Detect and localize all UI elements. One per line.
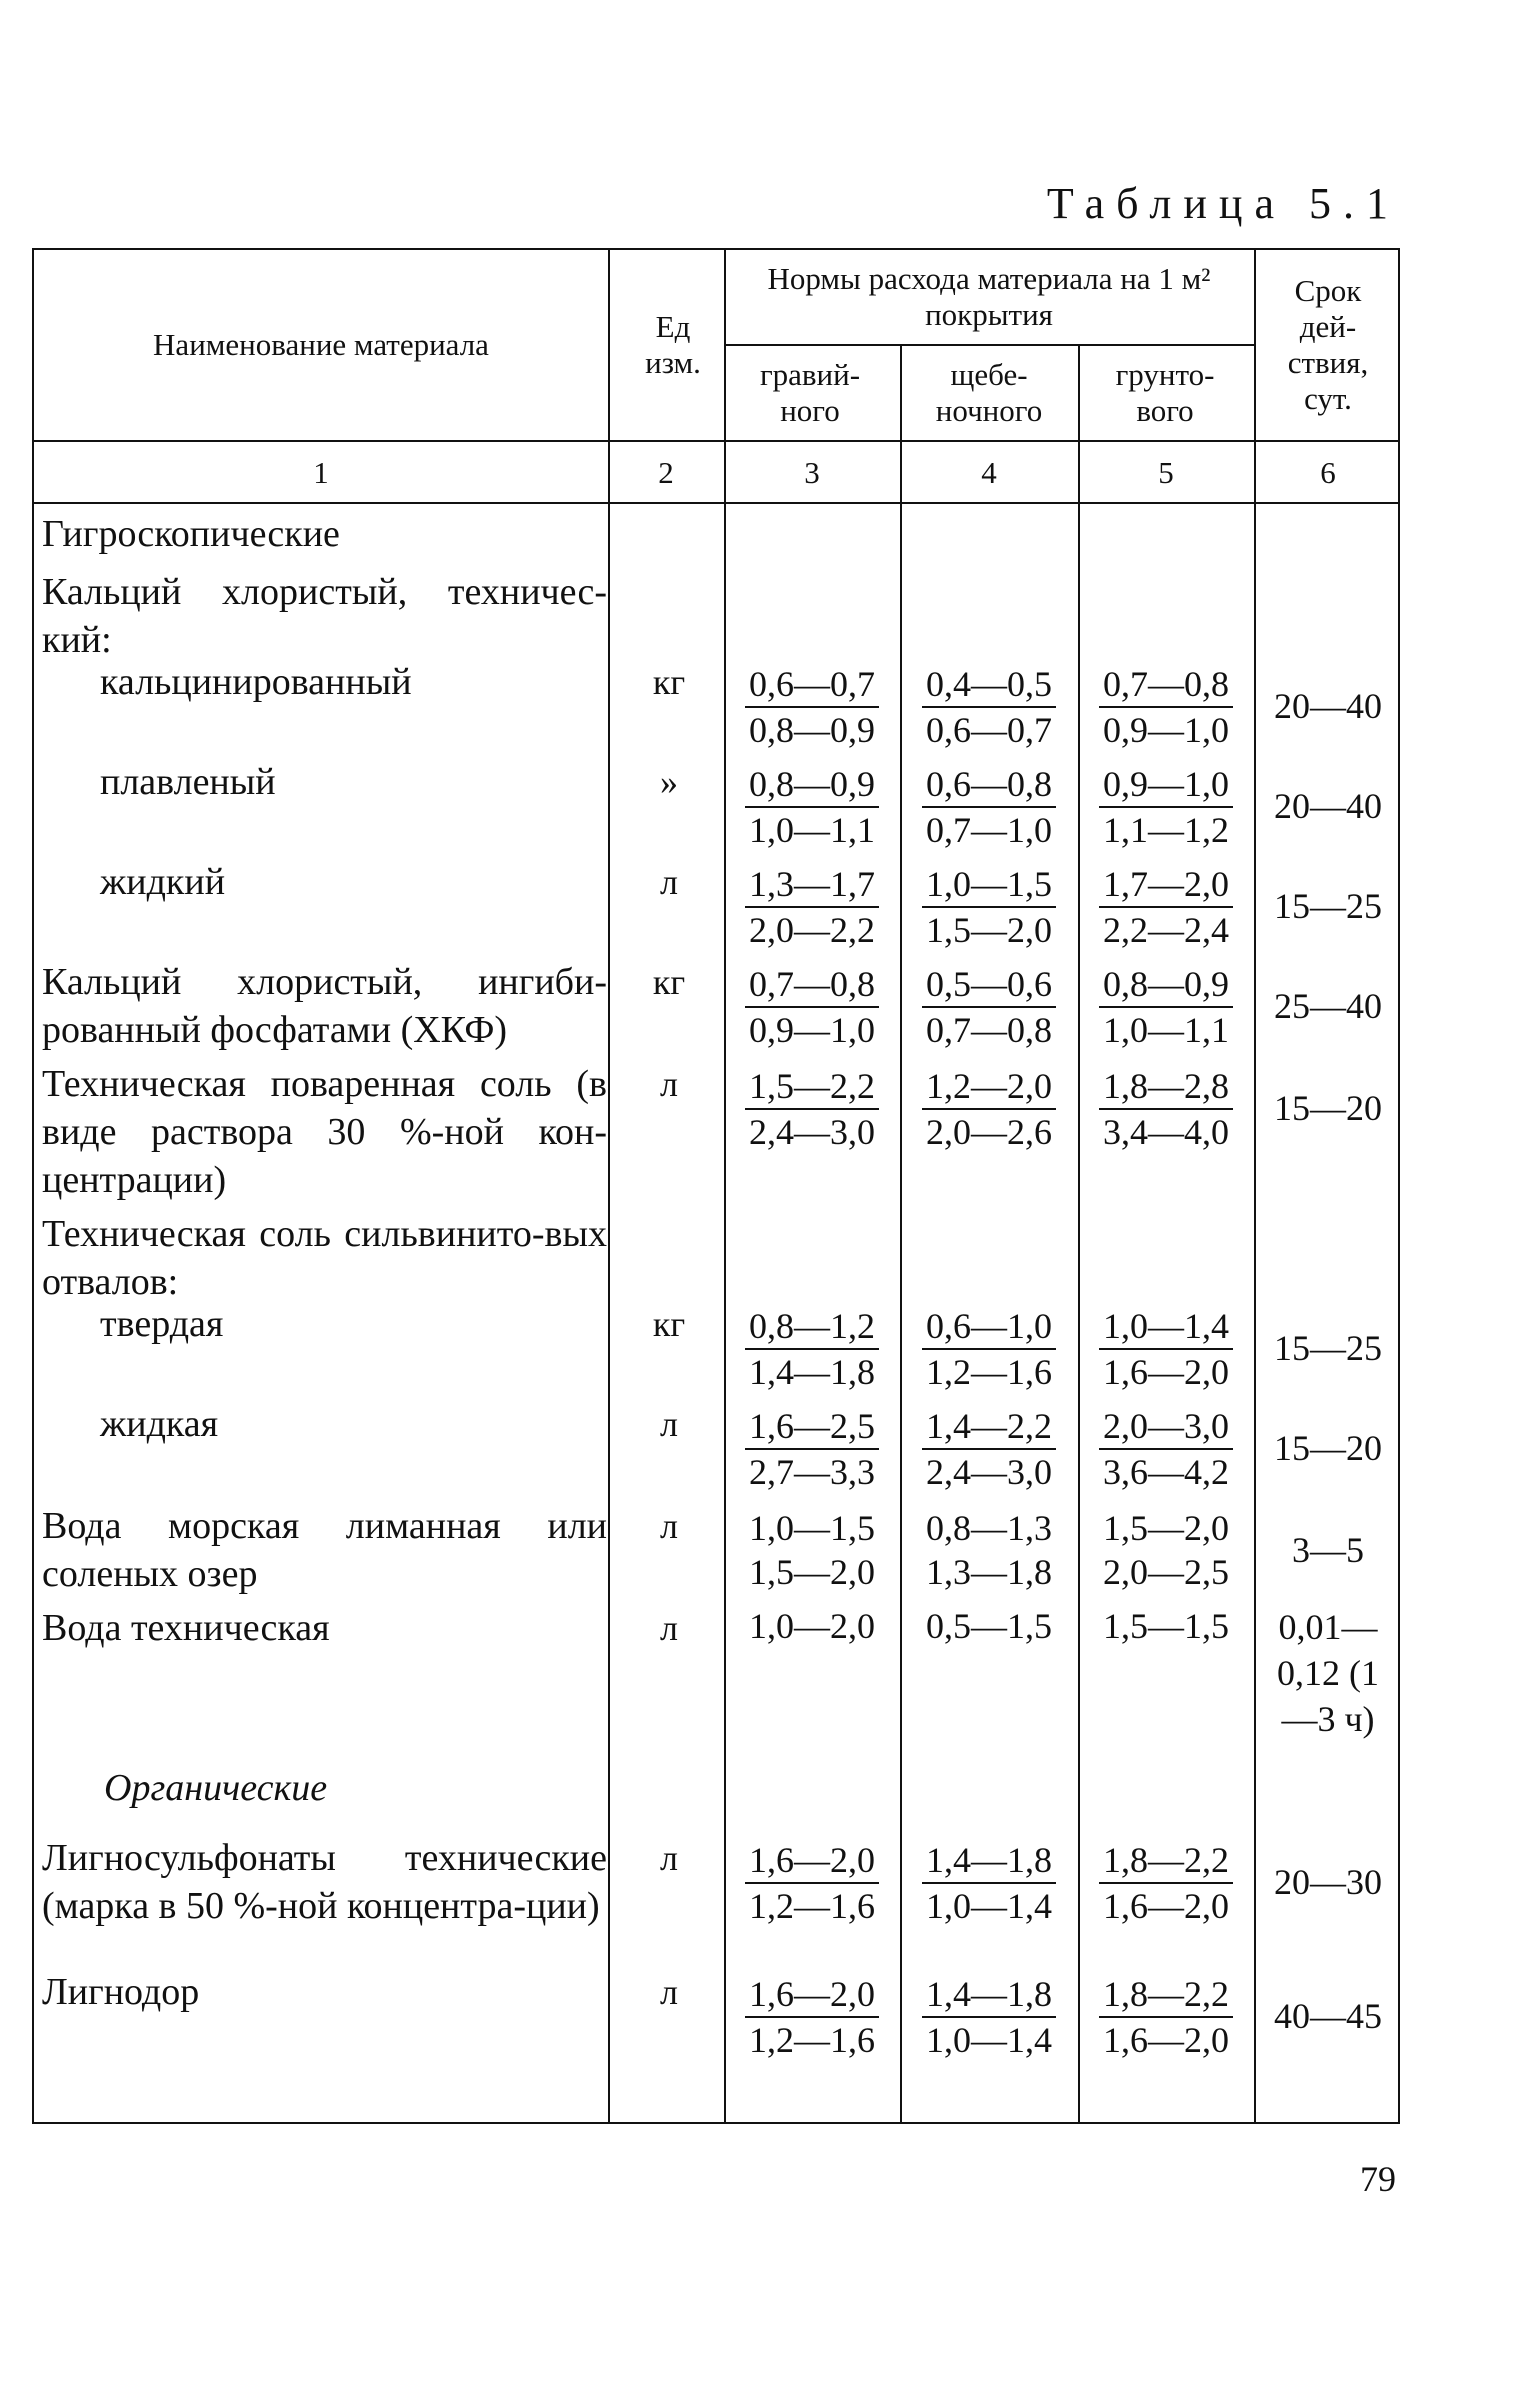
row-unit: » [660, 762, 678, 802]
row-unit: л [660, 1838, 678, 1878]
gravel-value: 1,0—1,5 1,5—2,0 [749, 1508, 875, 1592]
row-term: 25—40 [1274, 986, 1382, 1026]
gravel-value: $\frac{1,6—2,0}{1,2—1,6}$ [727, 1972, 897, 2062]
crushed-value: $\frac{0,6—0,8}{0,7—1,0}$ [904, 762, 1074, 852]
soil-value: $\frac{0,8—0,9}{1,0—1,1}$ [1081, 962, 1251, 1052]
row-unit: л [660, 1404, 678, 1444]
gravel-value: $\frac{1,6—2,0}{1,2—1,6}$ [727, 1838, 897, 1928]
row-unit: л [660, 1506, 678, 1546]
soil-value: $\frac{1,8—2,2}{1,6—2,0}$ [1081, 1972, 1251, 2062]
row-name: твердая [100, 1303, 224, 1345]
gravel-value: $\frac{0,8—1,2}{1,4—1,8}$ [727, 1304, 897, 1394]
row-unit: л [660, 862, 678, 902]
col-divider [724, 250, 726, 2122]
row-term: 15—20 [1274, 1088, 1382, 1128]
row-unit: кг [652, 662, 686, 702]
row-unit: кг [652, 962, 686, 1002]
row-name: Вода техническая [42, 1607, 330, 1649]
header-term: Срок дей-ствия, сут. [1287, 273, 1369, 416]
crushed-value: $\frac{1,4—1,8}{1,0—1,4}$ [904, 1972, 1074, 2062]
group-heading: Гигроскопические [42, 513, 340, 555]
table-title: Таблица 5.1 [1046, 179, 1400, 228]
row-name: Кальций хлористый, техничес-кий: [42, 571, 607, 661]
row-term: 20—40 [1274, 786, 1382, 826]
row-name: Лигносульфонаты технические (марка в 50 %-ной концентра-ции) [42, 1837, 607, 1927]
col-number: 6 [1320, 455, 1336, 490]
row-term: 3—5 [1292, 1530, 1364, 1570]
row-name: плавленый [100, 761, 276, 803]
col-number: 5 [1158, 455, 1174, 490]
header-soil: грунто-вого [1115, 357, 1215, 428]
row-term: 15—20 [1274, 1428, 1382, 1468]
soil-value: $\frac{1,8—2,8}{3,4—4,0}$ [1081, 1064, 1251, 1154]
col-divider [900, 344, 902, 2122]
row-name: Кальций хлористый, ингиби-рованный фосфатами (ХКФ) [42, 961, 607, 1051]
header-gravel: гравий-ного [759, 357, 861, 428]
crushed-value: 0,8—1,3 1,3—1,8 [926, 1508, 1052, 1592]
crushed-value: $\frac{1,4—1,8}{1,0—1,4}$ [904, 1838, 1074, 1928]
soil-value: $\frac{2,0—3,0}{3,6—4,2}$ [1081, 1404, 1251, 1494]
crushed-value: $\frac{0,5—0,6}{0,7—0,8}$ [904, 962, 1074, 1052]
col-number: 4 [981, 455, 997, 490]
group-heading: Органические [104, 1767, 328, 1809]
gravel-value: $\frac{1,3—1,7}{2,0—2,2}$ [727, 862, 897, 952]
soil-value: $\frac{0,7—0,8}{0,9—1,0}$ [1081, 662, 1251, 752]
row-term: 15—25 [1274, 1328, 1382, 1368]
row-name: кальцинированный [100, 661, 412, 703]
col-number: 2 [658, 455, 674, 490]
header-unit: Ед изм. [645, 309, 701, 380]
col-number: 3 [804, 455, 820, 490]
row-term: 15—25 [1274, 886, 1382, 926]
crushed-value: 0,5—1,5 [926, 1606, 1052, 1646]
crushed-value: $\frac{0,6—1,0}{1,2—1,6}$ [904, 1304, 1074, 1394]
row-unit: л [660, 1064, 678, 1104]
crushed-value: $\frac{1,2—2,0}{2,0—2,6}$ [904, 1064, 1074, 1154]
soil-value: 1,5—2,0 2,0—2,5 [1103, 1508, 1229, 1592]
crushed-value: $\frac{1,4—2,2}{2,4—3,0}$ [904, 1404, 1074, 1494]
crushed-value: $\frac{1,0—1,5}{1,5—2,0}$ [904, 862, 1074, 952]
header-norms: Нормы расхода материала на 1 м² покрытия [767, 261, 1211, 332]
col-divider [1078, 344, 1080, 2122]
gravel-value: $\frac{0,8—0,9}{1,0—1,1}$ [727, 762, 897, 852]
soil-value: $\frac{1,0—1,4}{1,6—2,0}$ [1081, 1304, 1251, 1394]
row-term: 20—30 [1274, 1862, 1382, 1902]
row-term: 20—40 [1274, 686, 1382, 726]
soil-value: $\frac{1,8—2,2}{1,6—2,0}$ [1081, 1838, 1251, 1928]
gravel-value: $\frac{0,6—0,7}{0,8—0,9}$ [727, 662, 897, 752]
gravel-value: $\frac{1,5—2,2}{2,4—3,0}$ [727, 1064, 897, 1154]
row-name: жидкая [100, 1403, 219, 1445]
soil-value: 1,5—1,5 [1103, 1606, 1229, 1646]
header-crushed: щебе-ночного [935, 357, 1043, 428]
gravel-value: $\frac{1,6—2,5}{2,7—3,3}$ [727, 1404, 897, 1494]
header-name: Наименование материала [153, 327, 489, 362]
row-unit: л [660, 1972, 678, 2012]
col-divider [1254, 250, 1256, 2122]
row-unit: кг [652, 1304, 686, 1344]
row-term: 0,01— 0,12 (1—3 ч) [1277, 1607, 1379, 1739]
row-term: 40—45 [1274, 1996, 1382, 2036]
crushed-value: $\frac{0,4—0,5}{0,6—0,7}$ [904, 662, 1074, 752]
page-number: 79 [1360, 2159, 1396, 2199]
row-name: жидкий [100, 861, 226, 903]
row-name: Техническая соль сильвинито-вых отвалов: [42, 1213, 607, 1303]
soil-value: $\frac{1,7—2,0}{2,2—2,4}$ [1081, 862, 1251, 952]
col-number: 1 [313, 455, 329, 490]
norms-table [32, 248, 1400, 2124]
col-divider [608, 250, 610, 2122]
row-name: Техническая поваренная соль (в виде раствора 30 %-ной кон-центрации) [42, 1063, 607, 1201]
row-name: Лигнодор [42, 1971, 200, 2013]
soil-value: $\frac{0,9—1,0}{1,1—1,2}$ [1081, 762, 1251, 852]
row-name: Вода морская лиманная или соленых озер [42, 1505, 607, 1595]
gravel-value: 1,0—2,0 [749, 1606, 875, 1646]
row-unit: л [660, 1608, 678, 1648]
gravel-value: $\frac{0,7—0,8}{0,9—1,0}$ [727, 962, 897, 1052]
